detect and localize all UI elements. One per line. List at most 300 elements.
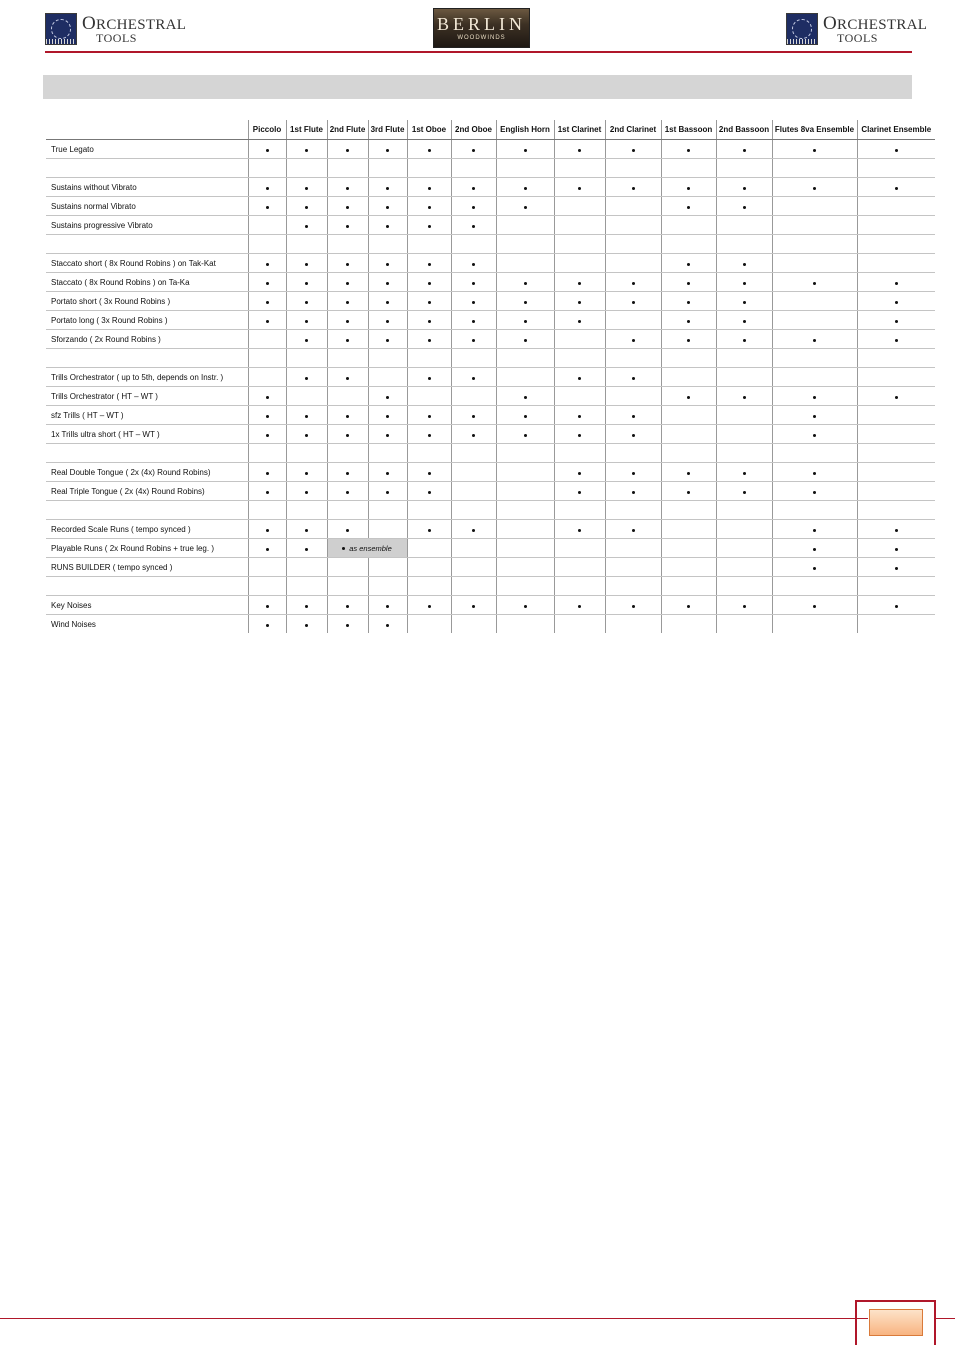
bullet-dot (524, 187, 527, 190)
bullet-dot (632, 339, 635, 342)
table-cell (857, 539, 935, 558)
table-cell (496, 520, 554, 539)
table-cell (496, 216, 554, 235)
table-cell (407, 520, 451, 539)
table-cell (451, 482, 496, 501)
bullet-dot (472, 263, 475, 266)
table-cell (327, 520, 368, 539)
table-cell (661, 254, 716, 273)
bullet-dot (428, 263, 431, 266)
table-cell (451, 311, 496, 330)
table-cell (451, 197, 496, 216)
bullet-dot (578, 472, 581, 475)
table-cell (857, 349, 935, 368)
table-cell (857, 159, 935, 178)
table-row (46, 178, 935, 197)
row-label: Sustains without Vibrato (46, 178, 248, 197)
table-cell (496, 330, 554, 349)
table-cell (286, 292, 327, 311)
bullet-dot (743, 301, 746, 304)
bullet-dot (266, 187, 269, 190)
table-cell (554, 178, 605, 197)
table-cell (554, 159, 605, 178)
column-header: 2nd Bassoon (716, 120, 772, 140)
table-cell (407, 216, 451, 235)
table-cell (554, 615, 605, 634)
table-cell (772, 254, 857, 273)
table-cell (248, 197, 286, 216)
table-cell (605, 596, 661, 615)
table-cell (605, 140, 661, 159)
table-cell (368, 330, 407, 349)
table-cell (451, 406, 496, 425)
table-cell (661, 577, 716, 596)
table-cell (248, 406, 286, 425)
bullet-dot (386, 149, 389, 152)
table-cell (857, 482, 935, 501)
bullet-dot (743, 206, 746, 209)
table-cell (554, 520, 605, 539)
table-row (46, 501, 935, 520)
table-cell (716, 482, 772, 501)
table-cell (407, 577, 451, 596)
bullet-dot (346, 605, 349, 608)
bullet-dot (472, 605, 475, 608)
bullet-dot (632, 377, 635, 380)
table-cell (286, 615, 327, 634)
table-row (46, 425, 935, 444)
table-cell (772, 425, 857, 444)
table-cell (248, 463, 286, 482)
table-cell (857, 596, 935, 615)
table-cell (772, 311, 857, 330)
table-cell (661, 235, 716, 254)
table-cell (248, 444, 286, 463)
table-cell (857, 311, 935, 330)
bullet-dot (578, 282, 581, 285)
bullet-dot (386, 472, 389, 475)
bullet-dot (386, 282, 389, 285)
bullet-dot (386, 605, 389, 608)
table-row (46, 349, 935, 368)
column-header-feature (46, 120, 248, 140)
bullet-dot (428, 472, 431, 475)
table-cell (716, 254, 772, 273)
table-cell (248, 311, 286, 330)
table-cell (248, 482, 286, 501)
table-cell (554, 273, 605, 292)
table-cell (857, 501, 935, 520)
table-cell (605, 273, 661, 292)
table-cell (368, 615, 407, 634)
table-cell (496, 539, 554, 558)
table-row (46, 311, 935, 330)
table-cell (496, 235, 554, 254)
table-cell (605, 444, 661, 463)
table-cell (327, 254, 368, 273)
table-cell (286, 558, 327, 577)
column-header: 2nd Flute (327, 120, 368, 140)
table-cell (716, 577, 772, 596)
table-cell (286, 159, 327, 178)
table-cell (496, 615, 554, 634)
bullet-dot (428, 415, 431, 418)
table-cell (286, 501, 327, 520)
table-cell (286, 349, 327, 368)
bullet-dot (472, 320, 475, 323)
table-cell (248, 368, 286, 387)
table-cell (368, 311, 407, 330)
table-cell (554, 558, 605, 577)
table-cell (661, 330, 716, 349)
table-cell (605, 501, 661, 520)
bullet-dot (266, 491, 269, 494)
bullet-dot (342, 547, 345, 550)
table-row (46, 159, 935, 178)
table-cell (661, 387, 716, 406)
table-cell (496, 558, 554, 577)
bullet-dot (578, 377, 581, 380)
table-cell (286, 596, 327, 615)
table-cell (248, 330, 286, 349)
table-cell (554, 539, 605, 558)
bullet-dot (428, 320, 431, 323)
table-row (46, 406, 935, 425)
table-cell (605, 216, 661, 235)
table-cell (772, 273, 857, 292)
orchestral-tools-emblem-icon (786, 13, 818, 45)
bullet-dot (305, 206, 308, 209)
table-cell (407, 273, 451, 292)
row-label: Real Triple Tongue ( 2x (4x) Round Robins) (46, 482, 248, 501)
table-cell (496, 349, 554, 368)
table-cell (407, 159, 451, 178)
table-cell (368, 501, 407, 520)
bullet-dot (346, 415, 349, 418)
table-cell (407, 444, 451, 463)
bullet-dot (524, 339, 527, 342)
table-cell (327, 292, 368, 311)
table-cell (772, 558, 857, 577)
table-cell (286, 520, 327, 539)
bullet-dot (578, 529, 581, 532)
table-cell (248, 615, 286, 634)
table-cell (496, 178, 554, 197)
bullet-dot (743, 491, 746, 494)
bullet-dot (743, 472, 746, 475)
table-cell (554, 311, 605, 330)
bullet-dot (266, 396, 269, 399)
table-cell (286, 444, 327, 463)
orchestral-tools-logo-left: ORCHESTRAL TOOLS (45, 12, 186, 46)
table-cell (368, 140, 407, 159)
bullet-dot (472, 301, 475, 304)
table-cell (554, 368, 605, 387)
table-row (46, 539, 935, 558)
bullet-dot (687, 396, 690, 399)
table-cell (327, 159, 368, 178)
bullet-dot (895, 187, 898, 190)
table-cell (248, 501, 286, 520)
table-row (46, 235, 935, 254)
table-cell (605, 159, 661, 178)
row-label: sfz Trills ( HT – WT ) (46, 406, 248, 425)
table-row (46, 463, 935, 482)
table-cell (661, 596, 716, 615)
bullet-dot (305, 339, 308, 342)
bullet-dot (743, 605, 746, 608)
table-cell (286, 254, 327, 273)
table-cell (661, 197, 716, 216)
table-cell (496, 425, 554, 444)
column-header: 1st Oboe (407, 120, 451, 140)
note-text: as ensemble (349, 543, 392, 553)
table-cell (327, 425, 368, 444)
bullet-dot (305, 301, 308, 304)
table-cell (716, 292, 772, 311)
bullet-dot (386, 187, 389, 190)
bullet-dot (386, 339, 389, 342)
table-cell (554, 349, 605, 368)
table-cell (554, 463, 605, 482)
table-cell (716, 539, 772, 558)
column-header: Clarinet Ensemble (857, 120, 935, 140)
table-row (46, 387, 935, 406)
table-cell (327, 140, 368, 159)
bullet-dot (305, 529, 308, 532)
table-cell (286, 425, 327, 444)
table-cell (605, 178, 661, 197)
bullet-dot (428, 434, 431, 437)
table-cell (286, 273, 327, 292)
table-cell (661, 368, 716, 387)
bullet-dot (813, 187, 816, 190)
table-cell (857, 273, 935, 292)
table-cell (857, 197, 935, 216)
bullet-dot (266, 529, 269, 532)
table-cell (496, 273, 554, 292)
bullet-dot (346, 434, 349, 437)
row-label: 1x Trills ultra short ( HT – WT ) (46, 425, 248, 444)
table-cell (716, 425, 772, 444)
bullet-dot (687, 605, 690, 608)
bullet-dot (895, 605, 898, 608)
table-cell (661, 444, 716, 463)
bullet-dot (632, 529, 635, 532)
bullet-dot (346, 320, 349, 323)
row-label: Recorded Scale Runs ( tempo synced ) (46, 520, 248, 539)
table-row (46, 615, 935, 634)
bullet-dot (346, 339, 349, 342)
table-cell (496, 140, 554, 159)
table-cell (716, 463, 772, 482)
table-cell (605, 349, 661, 368)
table-cell (368, 368, 407, 387)
table-cell (716, 615, 772, 634)
table-cell (407, 425, 451, 444)
table-cell (716, 596, 772, 615)
table-cell (716, 273, 772, 292)
table-cell (327, 444, 368, 463)
table-cell (772, 216, 857, 235)
note-cell (327, 539, 407, 558)
bullet-dot (524, 396, 527, 399)
table-cell (407, 254, 451, 273)
row-label: Trills Orchestrator ( up to 5th, depends on Instr. ) (46, 368, 248, 387)
table-cell (327, 273, 368, 292)
table-cell (286, 539, 327, 558)
bullet-dot (524, 434, 527, 437)
table-cell (407, 463, 451, 482)
table-cell (286, 463, 327, 482)
bullet-dot (895, 301, 898, 304)
table-cell (857, 387, 935, 406)
articulation-matrix-table (46, 120, 935, 633)
row-label (46, 235, 248, 254)
bullet-dot (472, 282, 475, 285)
table-cell (248, 577, 286, 596)
table-cell (368, 425, 407, 444)
bullet-dot (266, 415, 269, 418)
table-cell (286, 577, 327, 596)
bullet-dot (895, 396, 898, 399)
table-cell (407, 368, 451, 387)
table-cell (772, 330, 857, 349)
table-cell (496, 501, 554, 520)
row-label (46, 444, 248, 463)
bullet-dot (346, 263, 349, 266)
bullet-dot (266, 282, 269, 285)
table-cell (661, 216, 716, 235)
table-row (46, 254, 935, 273)
table-cell (327, 463, 368, 482)
table-cell (661, 140, 716, 159)
table-cell (286, 406, 327, 425)
table-cell (661, 178, 716, 197)
table-cell (661, 482, 716, 501)
bullet-dot (305, 320, 308, 323)
bullet-dot (305, 377, 308, 380)
table-cell (368, 558, 407, 577)
table-cell (554, 425, 605, 444)
bullet-dot (386, 491, 389, 494)
bullet-dot (743, 149, 746, 152)
table-cell (368, 216, 407, 235)
table-cell (451, 292, 496, 311)
bullet-dot (266, 206, 269, 209)
bullet-dot (305, 149, 308, 152)
table-row (46, 140, 935, 159)
page-number-box (869, 1309, 923, 1336)
bullet-dot (472, 149, 475, 152)
table-cell (407, 482, 451, 501)
table-cell (605, 482, 661, 501)
table-cell (407, 349, 451, 368)
table-cell (451, 596, 496, 615)
bullet-dot (687, 320, 690, 323)
table-cell (248, 520, 286, 539)
bullet-dot (346, 187, 349, 190)
bullet-dot (428, 339, 431, 342)
table-cell (368, 444, 407, 463)
table-cell (407, 387, 451, 406)
bullet-dot (895, 339, 898, 342)
bullet-dot (472, 187, 475, 190)
table-cell (605, 577, 661, 596)
table-cell (661, 311, 716, 330)
table-cell (554, 330, 605, 349)
table-cell (248, 216, 286, 235)
bullet-dot (632, 434, 635, 437)
table-cell (772, 444, 857, 463)
bullet-dot (346, 225, 349, 228)
table-cell (554, 387, 605, 406)
table-cell (451, 444, 496, 463)
bullet-dot (305, 187, 308, 190)
table-row (46, 558, 935, 577)
table-cell (248, 596, 286, 615)
bullet-dot (687, 263, 690, 266)
row-label: Staccato short ( 8x Round Robins ) on Tak-Kat (46, 254, 248, 273)
table-cell (661, 159, 716, 178)
table-cell (451, 425, 496, 444)
table-cell (661, 501, 716, 520)
table-cell (554, 596, 605, 615)
table-cell (327, 558, 368, 577)
table-cell (661, 615, 716, 634)
table-cell (605, 539, 661, 558)
table-cell (772, 368, 857, 387)
table-cell (327, 387, 368, 406)
table-cell (327, 577, 368, 596)
table-cell (605, 406, 661, 425)
bullet-dot (266, 624, 269, 627)
table-cell (857, 615, 935, 634)
table-row (46, 330, 935, 349)
table-cell (605, 463, 661, 482)
table-cell (286, 387, 327, 406)
table-cell (857, 216, 935, 235)
column-header: 1st Clarinet (554, 120, 605, 140)
row-label: Key Noises (46, 596, 248, 615)
table-cell (451, 178, 496, 197)
table-cell (451, 140, 496, 159)
bullet-dot (472, 225, 475, 228)
table-cell (554, 216, 605, 235)
row-label (46, 501, 248, 520)
table-cell (407, 596, 451, 615)
table-cell (368, 577, 407, 596)
table-row (46, 197, 935, 216)
table-cell (451, 539, 496, 558)
bullet-dot (305, 415, 308, 418)
table-cell (496, 406, 554, 425)
table-cell (327, 349, 368, 368)
table-row (46, 577, 935, 596)
row-label: Sustains normal Vibrato (46, 197, 248, 216)
bullet-dot (266, 320, 269, 323)
table-cell (716, 235, 772, 254)
bullet-dot (743, 339, 746, 342)
table-cell (368, 406, 407, 425)
table-cell (248, 254, 286, 273)
table-cell (661, 425, 716, 444)
table-cell (407, 311, 451, 330)
column-header: Flutes 8va Ensemble (772, 120, 857, 140)
table-cell (407, 178, 451, 197)
table-cell (554, 197, 605, 216)
table-cell (857, 140, 935, 159)
